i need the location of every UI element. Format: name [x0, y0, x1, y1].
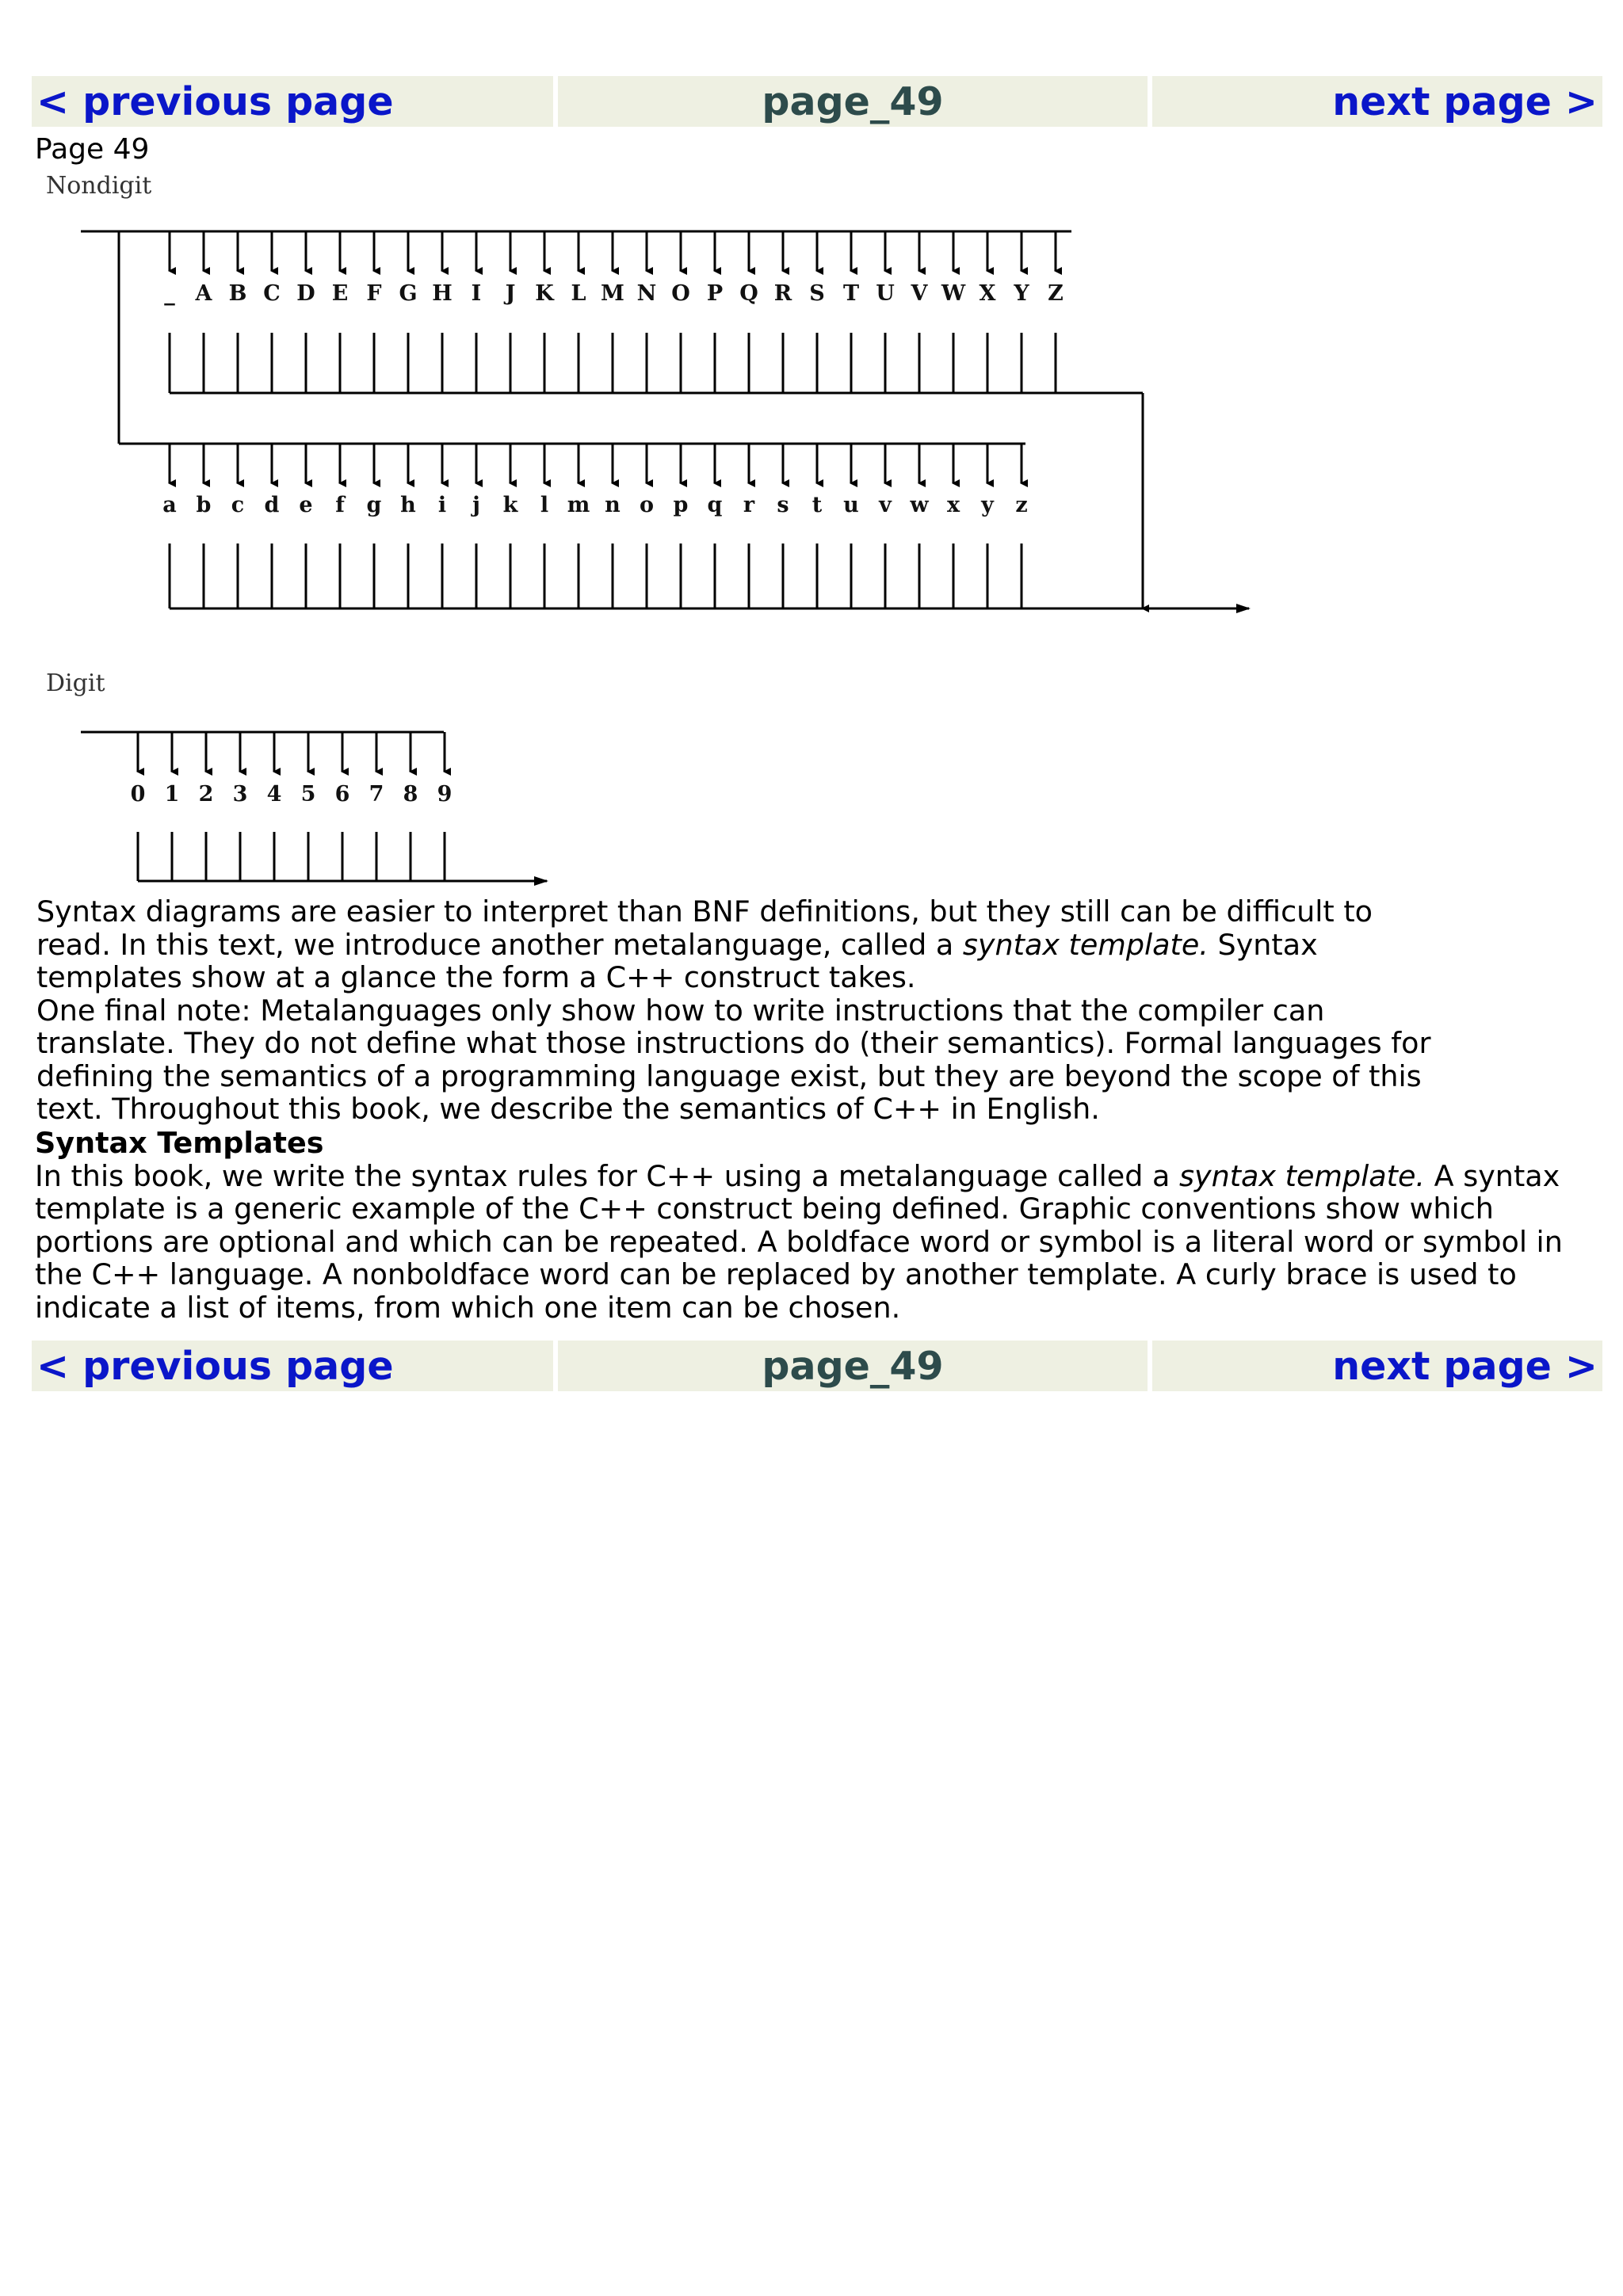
paragraph-text: In this book, we write the syntax rules for C++ using a metalanguage called a: [35, 1158, 1179, 1193]
digit-glyph: 9: [437, 782, 453, 807]
lower-glyph: m: [567, 493, 590, 517]
next-page-link[interactable]: next page >: [1152, 76, 1602, 127]
upper-glyph: _: [164, 281, 175, 306]
upper-glyph: O: [671, 281, 690, 306]
upper-glyph: C: [263, 281, 281, 306]
upper-glyph: I: [471, 281, 482, 306]
lower-glyph: s: [777, 493, 789, 517]
lower-glyph: u: [843, 493, 859, 517]
lower-glyph: n: [605, 493, 621, 517]
upper-glyph: T: [842, 281, 860, 306]
lower-glyph: t: [812, 493, 823, 517]
previous-page-link[interactable]: < previous page: [32, 1341, 553, 1391]
upper-glyph: N: [636, 281, 657, 306]
bottom-navigation-bar: [32, 1341, 1602, 1391]
lower-glyph: e: [299, 493, 313, 517]
emphasis-syntax-template: syntax template.: [962, 927, 1209, 962]
upper-glyph: X: [979, 281, 996, 306]
section-heading: Syntax Templates: [35, 1126, 324, 1160]
upper-glyph: R: [773, 281, 792, 306]
lower-glyph: q: [707, 493, 723, 517]
digit-glyph: 6: [334, 782, 350, 807]
lower-glyph: j: [472, 493, 480, 517]
upper-glyph: F: [366, 281, 382, 306]
lower-glyph: l: [540, 493, 549, 517]
lower-glyph: w: [910, 493, 929, 517]
upper-glyph: Y: [1014, 281, 1029, 306]
digit-glyph: 3: [232, 782, 248, 807]
top-navigation-bar: [32, 76, 1602, 127]
upper-glyph: A: [195, 281, 212, 306]
paragraph-text: Syntax diagrams are easier to interpret than BNF definitions, but they still can be difficult to read. In this text, we introduce another metalanguage, called a: [36, 894, 1373, 962]
lower-glyph: h: [400, 493, 416, 517]
lower-glyph: k: [502, 493, 518, 517]
lower-glyph: c: [231, 493, 245, 517]
upper-glyph: M: [601, 281, 624, 306]
paragraph-syntax-diagrams: [36, 895, 1447, 994]
intro-paragraphs: [36, 895, 1447, 1126]
lower-glyph: x: [946, 493, 960, 517]
next-page-link[interactable]: next page >: [1152, 1341, 1602, 1391]
lower-glyph: i: [437, 493, 447, 517]
upper-glyph: J: [505, 281, 516, 306]
digit-glyph: 0: [130, 782, 146, 807]
upper-glyph: K: [535, 281, 554, 306]
upper-glyph: D: [296, 281, 315, 306]
upper-glyph: L: [571, 281, 586, 306]
nondigit-label: Nondigit: [46, 172, 152, 200]
lower-glyph: v: [879, 493, 892, 517]
syntax-diagram-figure: [32, 168, 1268, 900]
digit-glyph: 8: [403, 782, 418, 807]
upper-glyph: V: [911, 281, 928, 306]
upper-glyph: Q: [739, 281, 758, 306]
lower-glyph: d: [264, 493, 280, 517]
digit-glyph: 2: [198, 782, 214, 807]
emphasis-syntax-template: syntax template.: [1179, 1158, 1426, 1193]
lower-glyph: a: [162, 493, 177, 517]
upper-glyph: P: [706, 281, 724, 306]
syntax-diagram: [32, 168, 1268, 897]
digit-label: Digit: [46, 669, 105, 697]
upper-glyph: U: [876, 281, 895, 306]
lower-glyph: y: [981, 493, 994, 517]
page-label: Page 49: [35, 133, 150, 166]
digit-glyph: 1: [164, 782, 180, 807]
lower-glyph: b: [196, 493, 212, 517]
paragraph-text: Syntax templates show at a glance the form a C++ construct takes.: [36, 927, 1318, 994]
lower-glyph: g: [366, 493, 382, 517]
section-paragraph: [35, 1160, 1612, 1325]
upper-glyph: B: [228, 281, 247, 306]
previous-page-link[interactable]: < previous page: [32, 76, 553, 127]
upper-glyph: H: [432, 281, 453, 306]
lower-glyph: o: [639, 493, 655, 517]
page-indicator: page_49: [558, 1341, 1148, 1391]
paragraph-text: A syntax template is a generic example of the C++ construct being defined. Graphic conventions show which portions are optional and which can be repeated. A boldface word or symbol is a literal word or symbol in the C++ language. A nonboldface word can be replaced by another template. A curly brace is used to indicate a list of items, from which one item can be chosen.: [35, 1158, 1563, 1325]
syntax-templates-section: [35, 1127, 1612, 1324]
lower-glyph: p: [673, 493, 689, 517]
lower-glyph: f: [335, 493, 345, 517]
lower-glyph: r: [743, 493, 755, 517]
digit-glyph: 7: [369, 782, 384, 807]
upper-glyph: W: [941, 281, 966, 306]
lower-glyph: z: [1015, 493, 1028, 517]
upper-glyph: E: [331, 281, 349, 306]
upper-glyph: S: [809, 281, 825, 306]
page-indicator: page_49: [558, 76, 1148, 127]
digit-glyph: 4: [266, 782, 282, 807]
upper-glyph: G: [399, 281, 418, 306]
digit-glyph: 5: [300, 782, 316, 807]
paragraph-final-note: One final note: Metalanguages only show how to write instructions that the compiler can translate. They do not define what those instructions do (their semantics). Formal languages for defining the semantics of a programming language exist, but they are beyond the scope of this text. Throughout this book, we describe the semantics of C++ in English.: [36, 993, 1431, 1126]
upper-glyph: Z: [1048, 281, 1064, 306]
